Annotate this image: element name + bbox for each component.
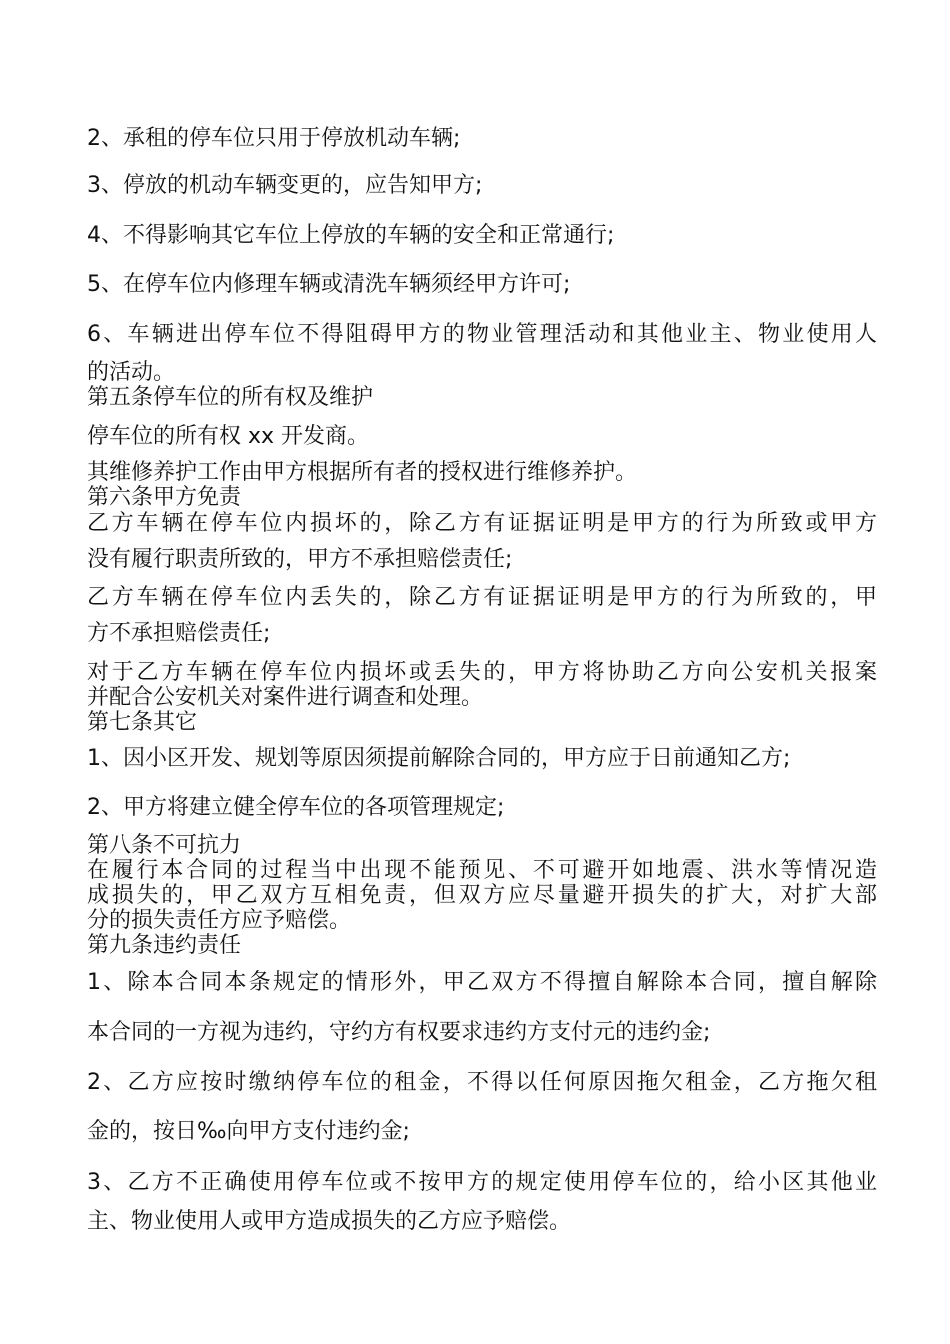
clause-6-para-1-line-1: 乙方车辆在停车位内损坏的，除乙方有证据证明是甲方的行为所致或甲方 [87,511,877,536]
section-heading-8: 第八条不可抗力 [87,833,242,858]
clause-8-line-1: 在履行本合同的过程当中出现不能预见、不可避开如地震、洪水等情况造 [87,858,877,883]
clause-6-para-3-line-1: 对于乙方车辆在停车位内损坏或丢失的，甲方将协助乙方向公安机关报案 [87,660,877,685]
clause-4-item-3: 3、停放的机动车辆变更的，应告知甲方; [87,173,483,198]
clause-4-item-2: 2、承租的停车位只用于停放机动车辆; [87,126,461,151]
clause-4-item-6-line-2: 的活动。 [87,360,176,385]
clause-8-line-2: 成损失的，甲乙双方互相免责，但双方应尽量避开损失的扩大，对扩大部 [87,883,877,908]
section-heading-7: 第七条其它 [87,710,198,735]
clause-8-line-3: 分的损失责任方应予赔偿。 [87,908,352,933]
clause-9-item-1-line-1: 1、除本合同本条规定的情形外，甲乙双方不得擅自解除本合同，擅自解除 [87,970,877,995]
section-heading-5: 第五条停车位的所有权及维护 [87,385,374,410]
clause-5-paragraph-1: 停车位的所有权 xx 开发商。 [87,424,370,449]
section-heading-6: 第六条甲方免责 [87,485,242,510]
clause-5-paragraph-2: 其维修养护工作由甲方根据所有者的授权进行维修养护。 [87,460,638,485]
clause-9-item-2-line-2: 金的，按日‰向甲方支付违约金; [87,1119,410,1144]
clause-4-item-6-line-1: 6、车辆进出停车位不得阻碍甲方的物业管理活动和其他业主、物业使用人 [87,322,877,347]
clause-7-item-2: 2、甲方将建立健全停车位的各项管理规定; [87,795,505,820]
clause-4-item-5: 5、在停车位内修理车辆或清洗车辆须经甲方许可; [87,272,571,297]
clause-6-para-2-line-1: 乙方车辆在停车位内丢失的，除乙方有证据证明是甲方的行为所致的，甲 [87,585,877,610]
clause-9-item-2-line-1: 2、乙方应按时缴纳停车位的租金，不得以任何原因拖欠租金，乙方拖欠租 [87,1070,877,1095]
clause-6-para-2-line-2: 方不承担赔偿责任; [87,621,271,646]
clause-4-item-4: 4、不得影响其它车位上停放的车辆的安全和正常通行; [87,223,615,248]
clause-9-item-1-line-2: 本合同的一方视为违约，守约方有权要求违约方支付元的违约金; [87,1020,711,1045]
section-heading-9: 第九条违约责任 [87,933,242,958]
clause-9-item-3-line-1: 3、乙方不正确使用停车位或不按甲方的规定使用停车位的，给小区其他业 [87,1170,877,1195]
clause-9-item-3-line-2: 主、物业使用人或甲方造成损失的乙方应予赔偿。 [87,1209,572,1234]
clause-7-item-1: 1、因小区开发、规划等原因须提前解除合同的，甲方应于日前通知乙方; [87,746,791,771]
clause-6-para-3-line-2: 并配合公安机关对案件进行调查和处理。 [87,685,484,710]
clause-6-para-1-line-2: 没有履行职责所致的，甲方不承担赔偿责任; [87,547,513,572]
